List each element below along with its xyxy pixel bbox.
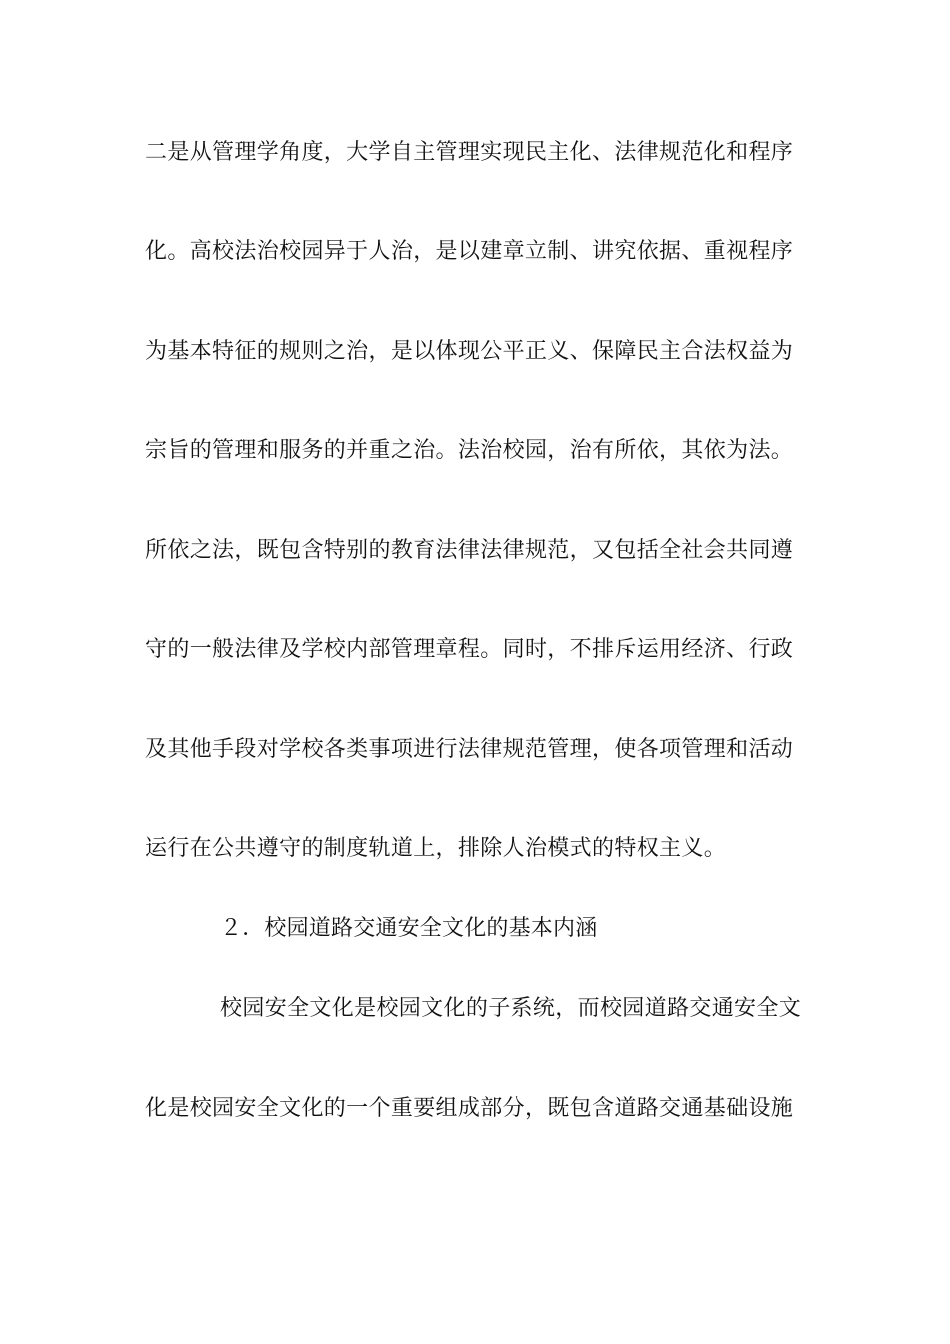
- section-heading: ２．校园道路交通安全文化的基本内涵: [220, 916, 598, 941]
- paragraph-line-8: 运行在公共遵守的制度轨道上，排除人治模式的特权主义。: [145, 836, 727, 861]
- section-paragraph-line-2: 化是校园安全文化的一个重要组成部分，既包含道路交通基础设施: [145, 1096, 794, 1121]
- section-paragraph-line-1: 校园安全文化是校园文化的子系统，而校园道路交通安全文: [220, 996, 802, 1021]
- paragraph-line-5: 所依之法，既包含特别的教育法律法律规范，又包括全社会共同遵: [145, 538, 794, 563]
- paragraph-line-3: 为基本特征的规则之治，是以体现公平正义、保障民主合法权益为: [145, 339, 794, 364]
- paragraph-line-1: 二是从管理学角度，大学自主管理实现民主化、法律规范化和程序: [145, 140, 794, 165]
- paragraph-line-7: 及其他手段对学校各类事项进行法律规范管理，使各项管理和活动: [145, 737, 794, 762]
- paragraph-line-6: 守的一般法律及学校内部管理章程。同时，不排斥运用经济、行政: [145, 637, 794, 662]
- paragraph-line-4: 宗旨的管理和服务的并重之治。法治校园，治有所依，其依为法。: [145, 438, 794, 463]
- paragraph-line-2: 化。高校法治校园异于人治，是以建章立制、讲究依据、重视程序: [145, 239, 794, 264]
